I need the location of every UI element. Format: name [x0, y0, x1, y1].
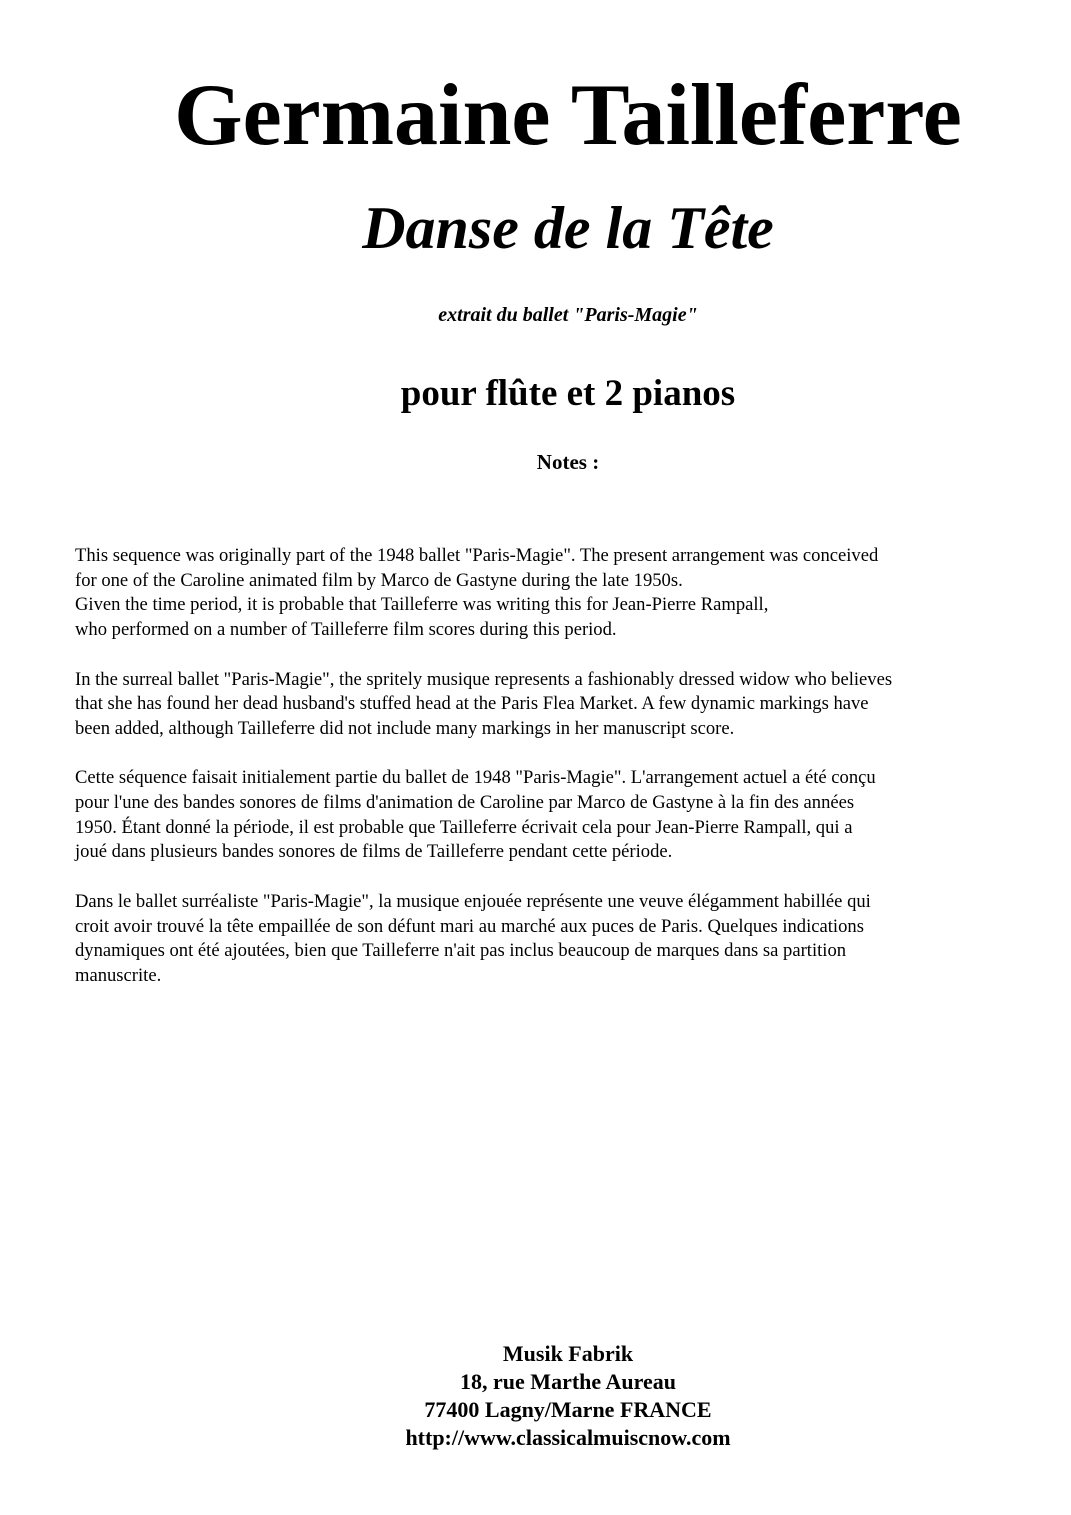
- notes-line: joué dans plusieurs bandes sonores de films de Tailleferre pendant cette période.: [75, 841, 673, 863]
- notes-line: who performed on a number of Tailleferre film scores during this period.: [75, 619, 617, 641]
- notes-line: manuscrite.: [75, 964, 162, 986]
- notes-line: croit avoir trouvé la tête empaillée de son défunt mari au marché aux puces de Paris. Quelques indications: [75, 915, 864, 937]
- publisher-city: 77400 Lagny/Marne FRANCE: [424, 1397, 712, 1422]
- notes-paragraph-english-1: [75, 544, 1045, 643]
- notes-line: for one of the Caroline animated film by Marco de Gastyne during the late 1950s.: [75, 569, 683, 591]
- instrumentation: pour flûte et 2 pianos: [400, 373, 736, 414]
- notes-line: pour l'une des bandes sonores de films d'animation de Caroline par Marco de Gastyne à la fin des années: [75, 792, 855, 813]
- notes-line: This sequence was originally part of the 1948 ballet "Paris-Magie". The present arrangement was conceived: [75, 545, 879, 566]
- notes-line: In the surreal ballet "Paris-Magie", the spritely musique represents a fashionably dressed widow who believes: [75, 668, 893, 690]
- publisher-street: 18, rue Marthe Aureau: [460, 1369, 676, 1394]
- notes-line: Dans le ballet surréaliste "Paris-Magie", la musique enjouée représente une veuve élégamment habillée qui: [75, 890, 871, 912]
- notes-line: been added, although Tailleferre did not include many markings in her manuscript score.: [75, 717, 735, 739]
- publisher-website: http://www.classicalmuiscnow.com: [405, 1425, 731, 1450]
- notes-body: [75, 544, 1045, 1013]
- notes-paragraph-english-2: [75, 668, 1045, 742]
- notes-line: 1950. Étant donné la période, il est probable que Tailleferre écrivait cela pour Jean-Pierre Rampall, qui a: [75, 816, 853, 838]
- publisher-block: [0, 1340, 1071, 1452]
- notes-paragraph-french-2: [75, 890, 1045, 989]
- notes-line: Given the time period, it is probable that Tailleferre was writing this for Jean-Pierre Rampall,: [75, 594, 769, 616]
- notes-line: that she has found her dead husband's stuffed head at the Paris Flea Market. A few dynamic markings have: [75, 693, 869, 715]
- notes-line: Cette séquence faisait initialement partie du ballet de 1948 "Paris-Magie". L'arrangement actuel a été conçu: [75, 767, 876, 789]
- publisher-name: Musik Fabrik: [502, 1341, 634, 1366]
- composer-name: Germaine Tailleferre: [174, 67, 962, 164]
- notes-line: dynamiques ont été ajoutées, bien que Tailleferre n'ait pas inclus beaucoup de marques dans sa partition: [75, 940, 847, 962]
- notes-paragraph-french-1: [75, 766, 1045, 865]
- notes-heading: Notes :: [536, 450, 600, 474]
- ballet-subtitle: extrait du ballet "Paris-Magie": [438, 304, 698, 326]
- work-title: Danse de la Tête: [362, 195, 774, 261]
